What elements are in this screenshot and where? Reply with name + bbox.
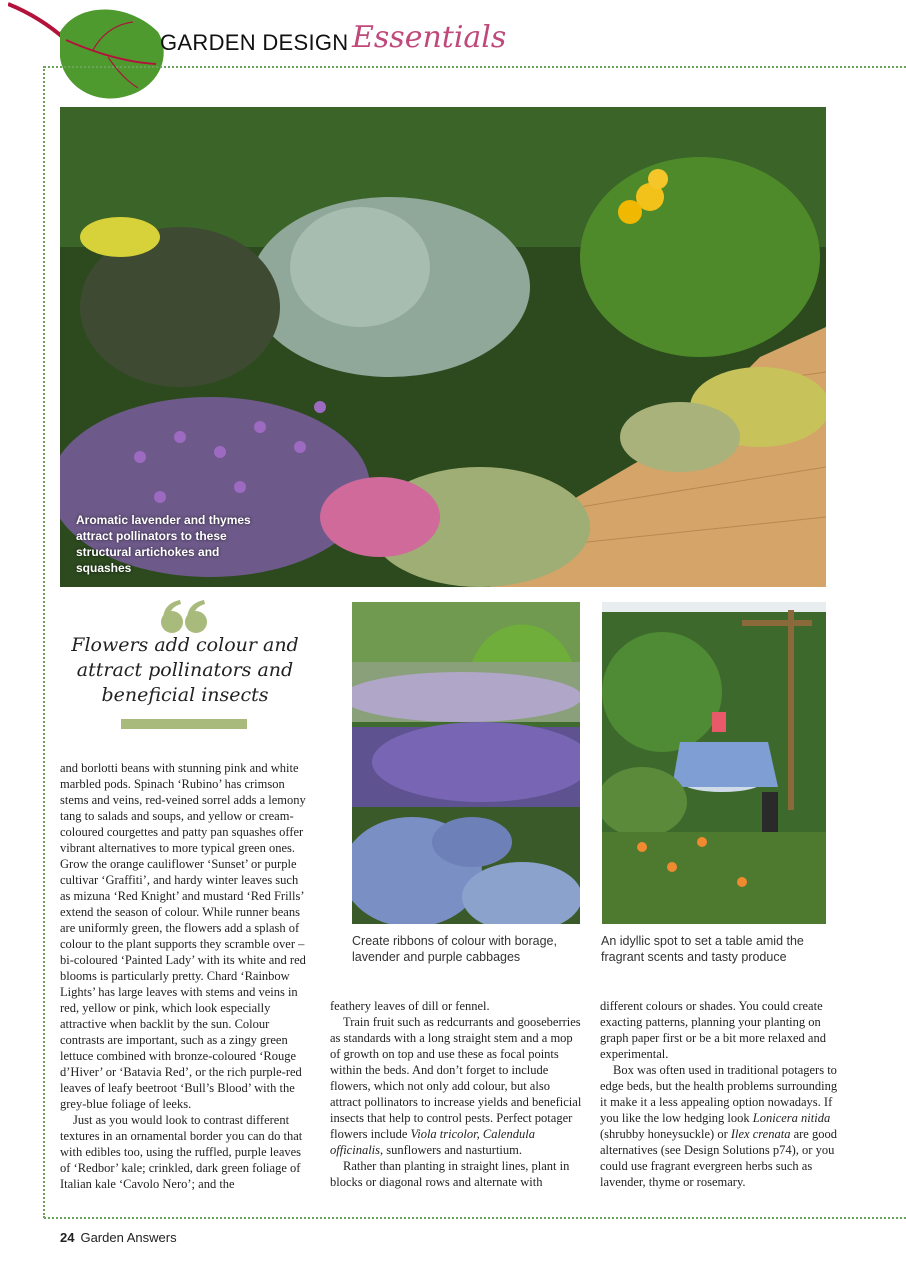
paragraph: Just as you would look to contrast different textures in an ornamental border you can do that with edibles too, using the ruffled, purple leaves of ‘Redbor’ kale; crinkled, dark green foliage of Italian kale ‘Cavolo Nero’; and the [60,1113,303,1191]
text-run: , sunflowers and nasturtium. [380,1143,522,1157]
magazine-name: Garden Answers [80,1230,177,1245]
text-run: (shrubby honeysuckle) or [600,1127,731,1141]
table-photo-caption: An idyllic spot to set a table amid the fragrant scents and tasty produce [601,934,804,964]
table-photo [602,602,826,924]
left-border [43,66,45,1218]
body-column-2 [330,998,582,1190]
chard-leaf-icon [8,2,168,102]
body-column-3 [600,998,840,1190]
page-number: 24 [60,1230,75,1245]
paragraph: Rather than planting in straight lines, plant in blocks or diagonal rows and alternate with [330,1159,570,1189]
main-photo-caption: Aromatic lavender and thymes attract pollinators to these structural artichokes and squashes [76,513,251,575]
pull-quote: Flowers add colour and attract pollinators and beneficial insects [71,634,299,706]
body-column-1 [60,760,310,1192]
section-title-script: Essentials [352,20,507,55]
paragraph: and borlotti beans with stunning pink and white marbled pods. Spinach ‘Rubino’ has crimson stems and veins, red-veined sorrel adds a lemony tang to salads and soups, and yellow or cream-coloured courgettes and patty pan squashes offer vibrant alternatives to more typical green ones. Grow the orange cauliflower ‘Sunset’ or purple cultivar ‘Graffiti’, and hardy winter leaves such as mizuna ‘Red Knight’ and mustard ‘Red Frills’ extend the season of colour. While runner beans are uniformly green, the flowers add a splash of colour to the plant supports they scramble over – bi-coloured ‘Painted Lady’ with its white and red blooms is particularly pretty. Chard ‘Rainbow Lights’ has large leaves with stems and veins in red, yellow or pink, which look especially attractive when backlit by the sun. Colour contrasts are important, such as a zingy green lettuce combined with bronze-coloured ‘Rouge d’Hiver’ or ‘Batavia Red’, or the rich purple-red leaves of leafy beetroot ‘Bull’s Blood’ with the grey-blue foliage of leeks. [60,761,306,1111]
text-run: Train fruit such as redcurrants and gooseberries as standards with a long straight stem and a mop of growth on top and use these as focal points within the beds. And don’t forget to include flowers, which not only add colour, but also attract pollinators to increase yields and beneficial insects that help to control pests. Perfect potager flowers include [330,1015,582,1141]
bottom-border [44,1217,906,1219]
text-run: Box was often used in traditional potagers to edge beds, but the health problems surrounding it make it a less appealing option nowadays. If you like the low hedging look [600,1063,838,1125]
potager-photo [352,602,580,924]
text-run: are good alternatives (see Design Solutions p74), or you could use fragrant evergreen herbs such as lavender, thyme or rosemary. [600,1127,837,1189]
paragraph: different colours or shades. You could create exacting patterns, planning your planting on graph paper first or be a bit more relaxed and experimental. [600,999,826,1061]
quote-mark-icon [160,600,208,634]
quote-divider [121,719,247,729]
paragraph [330,1014,582,1158]
top-border [44,66,906,68]
paragraph [600,1062,840,1190]
potager-photo-caption: Create ribbons of colour with borage, lavender and purple cabbages [352,934,557,964]
plant-names-italic: Viola tricolor, Calendula officinalis [330,1127,535,1157]
page-footer [60,1230,177,1245]
plant-name-italic: Lonicera nitida [752,1111,831,1125]
paragraph: feathery leaves of dill or fennel. [330,999,490,1013]
section-title: GARDEN DESIGN [160,30,349,55]
plant-name-italic: Ilex crenata [730,1127,791,1141]
